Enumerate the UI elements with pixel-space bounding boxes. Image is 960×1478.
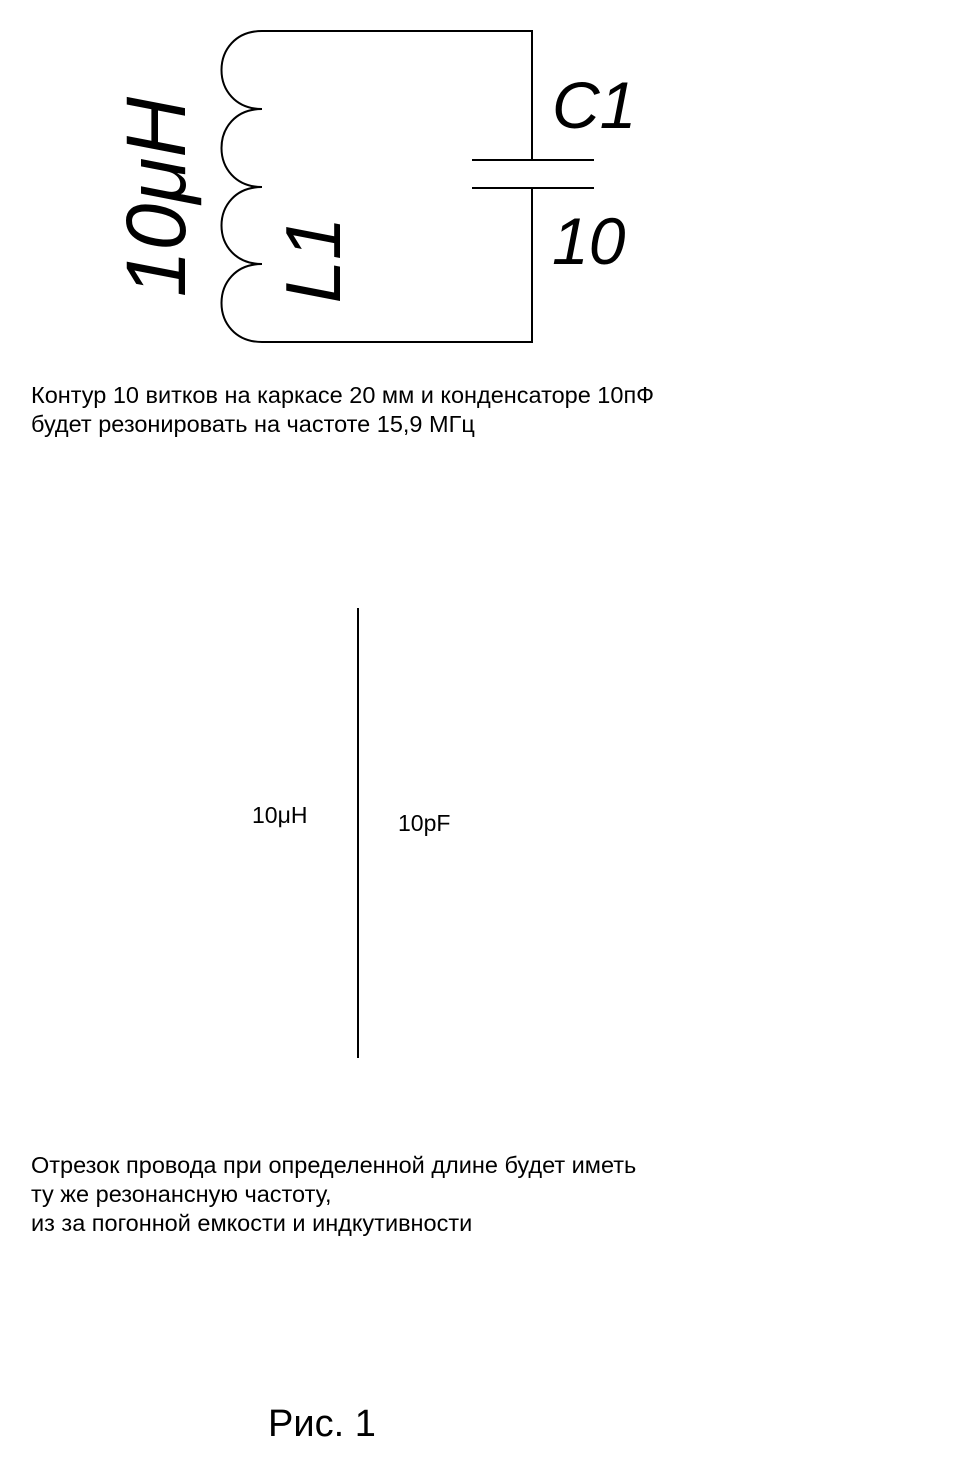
- description-line: будет резонировать на частоте 15,9 МГц: [31, 411, 475, 437]
- inductor-ref-label: L1: [269, 216, 357, 304]
- wire-inductance-label: 10μH: [252, 802, 308, 828]
- description-line: Отрезок провода при определенной длине будет иметь: [31, 1152, 637, 1178]
- description-line: ту же резонансную частоту,: [31, 1181, 332, 1207]
- figure-caption: Рис. 1: [268, 1403, 376, 1445]
- capacitor-ref-label: C1: [552, 68, 637, 142]
- capacitor-value-label: 10: [552, 204, 626, 278]
- inductor-value-label: 10μH: [109, 96, 203, 298]
- wire-description: [31, 1151, 636, 1238]
- top-wire: [262, 31, 532, 160]
- description-line: из за погонной емкости и индкутивности: [31, 1210, 473, 1236]
- lc-circuit-description: [31, 381, 654, 439]
- wire-capacitance-label: 10pF: [398, 810, 451, 836]
- inductor-coil: [222, 31, 263, 342]
- description-line: Контур 10 витков на каркасе 20 мм и конденсаторе 10пФ: [31, 382, 655, 408]
